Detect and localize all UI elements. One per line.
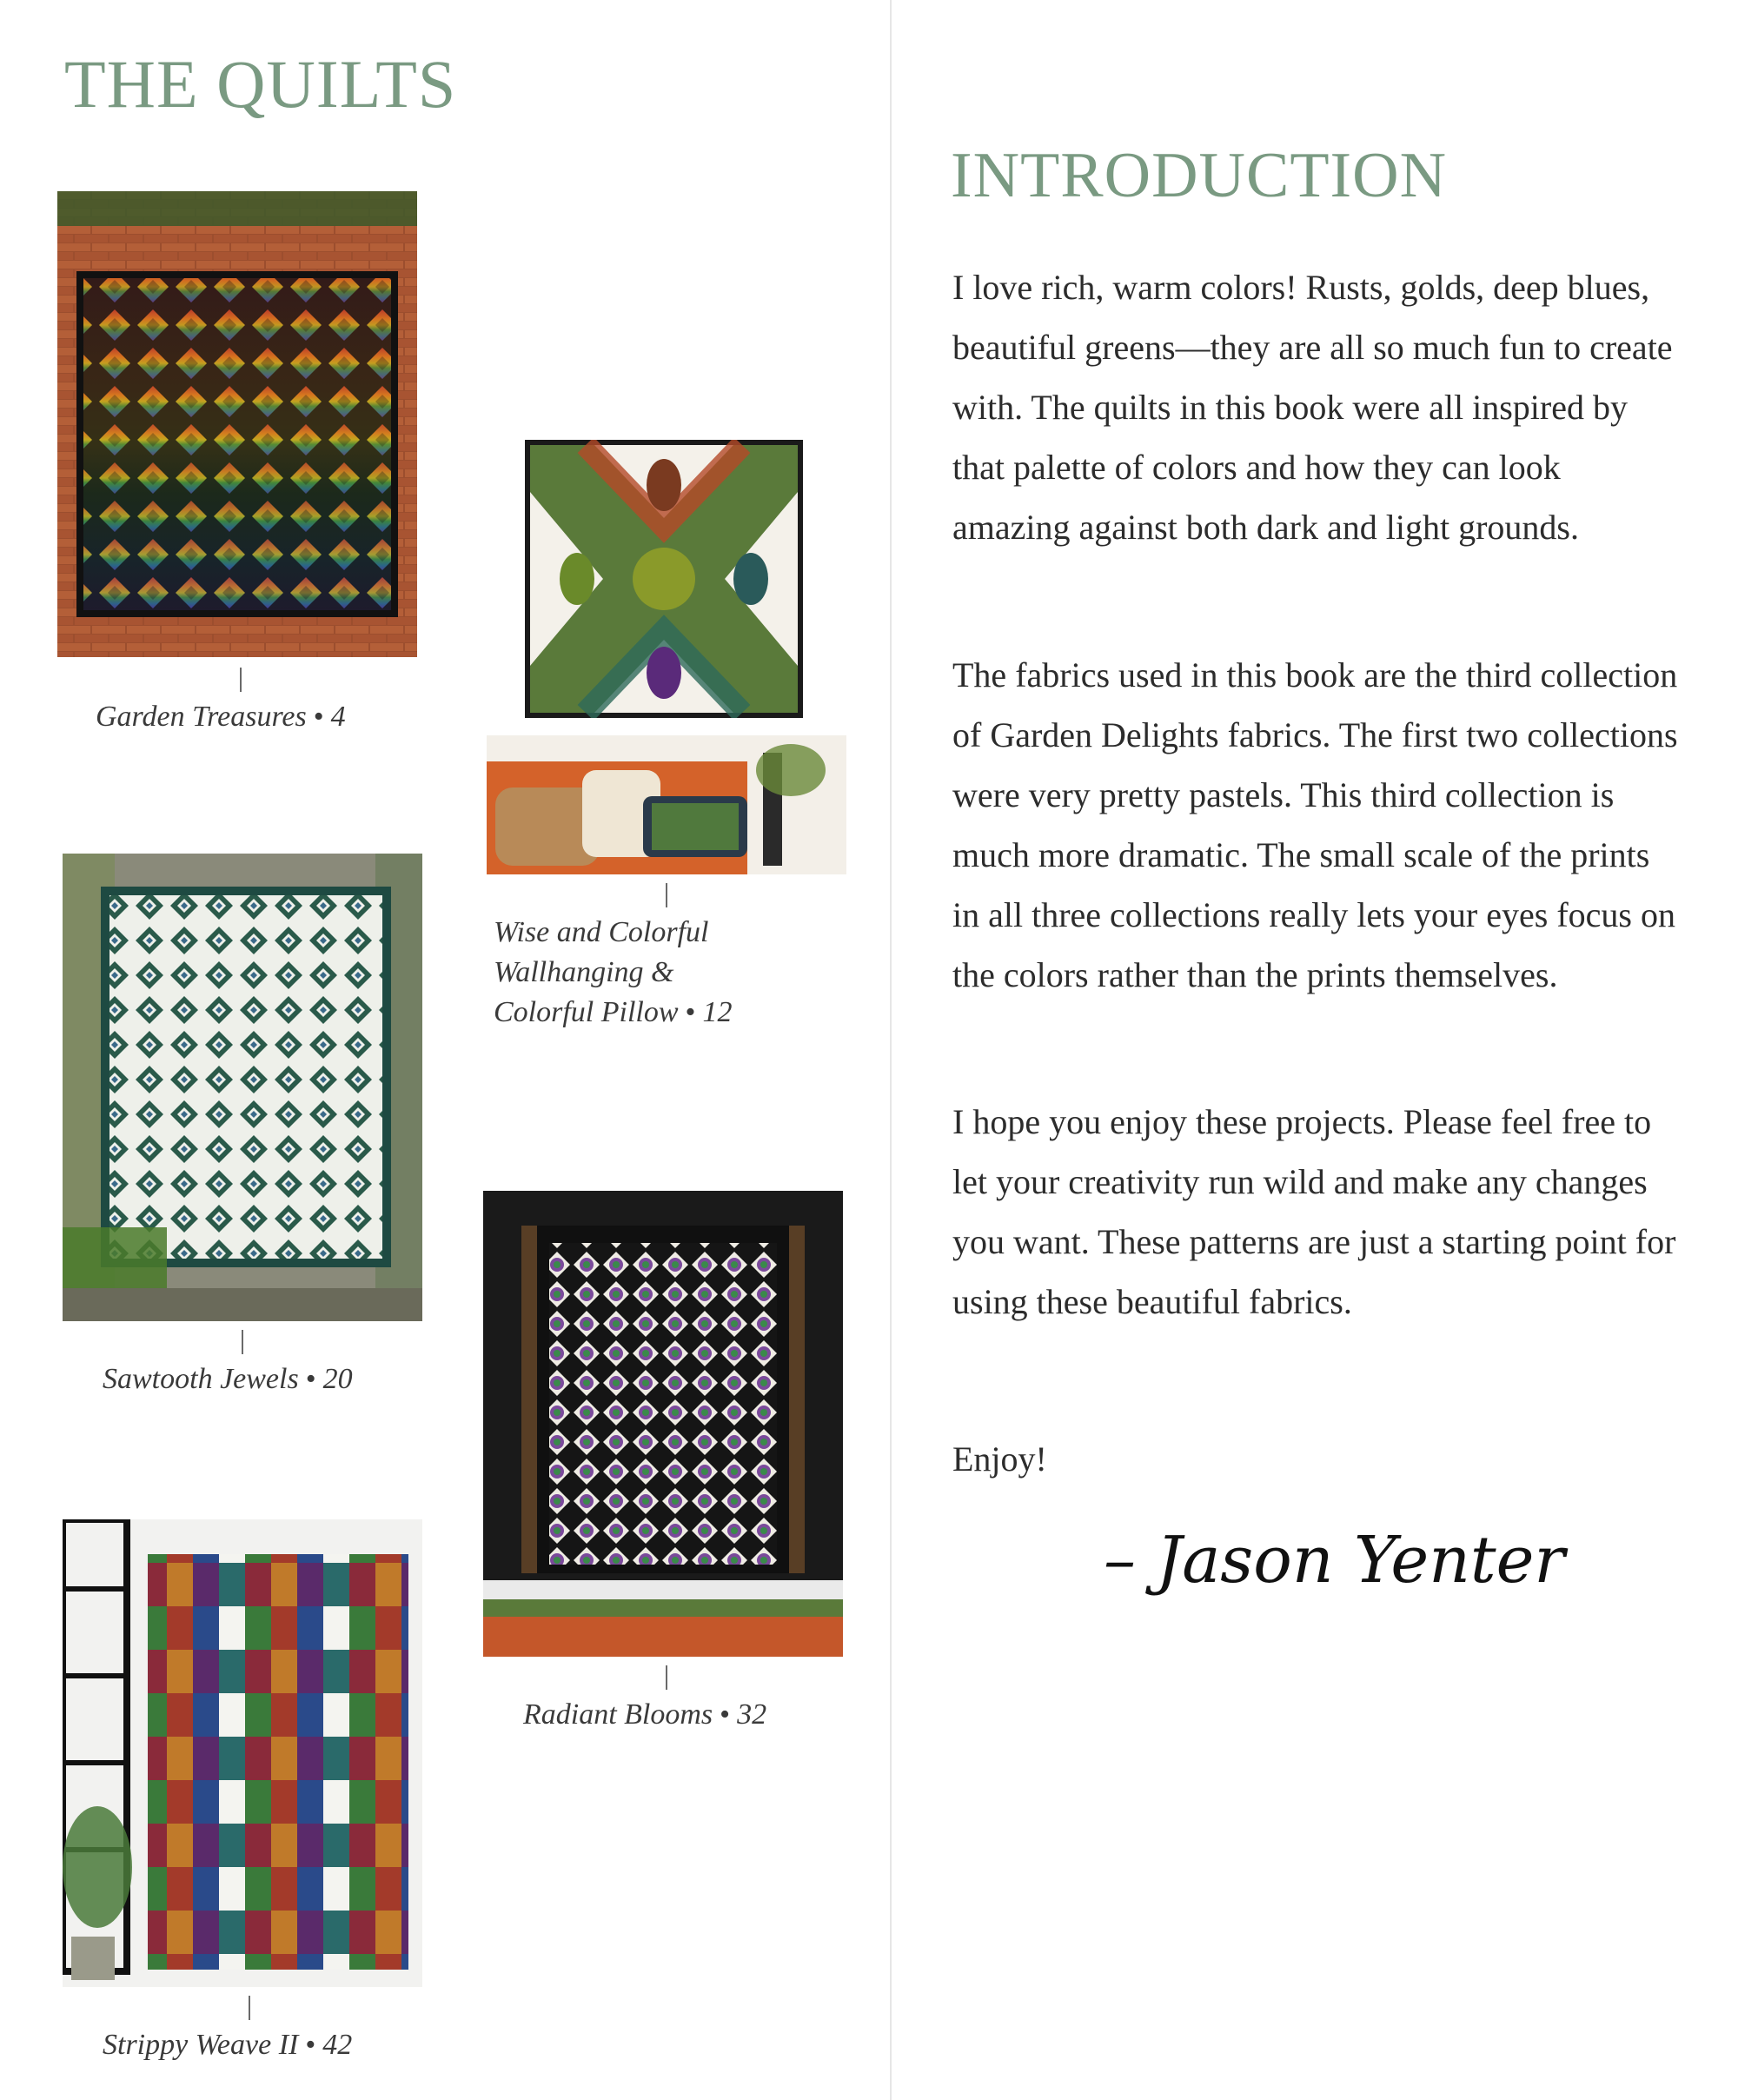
- wise-colorful-wallhanging-photo: [525, 440, 803, 718]
- caption-wise-colorful: Wise and Colorful Wallhanging & Colorful Pillow • 12: [494, 916, 733, 1028]
- page-divider: [890, 0, 892, 2100]
- caption-strippy-weave: Strippy Weave II • 42: [103, 2029, 353, 2061]
- intro-paragraph-2: The fabrics used in this book are the third collection of Garden Delights fabrics. The first two collections were very pretty pastels. This third collection is much more dramatic. The small scale of the prints in all three collections really lets your eyes focus on the colors rather than the prints themselves.: [952, 655, 1678, 994]
- caption-tick: [249, 1996, 250, 2020]
- radiant-blooms-photo: [483, 1191, 843, 1657]
- caption-tick: [666, 1665, 667, 1690]
- strippy-weave-image: [63, 1519, 422, 1987]
- sawtooth-jewels-image: [63, 854, 422, 1321]
- caption-garden-treasures: Garden Treasures • 4: [96, 701, 346, 733]
- caption-sawtooth-jewels: Sawtooth Jewels • 20: [103, 1363, 353, 1395]
- garden-treasures-image: [57, 191, 417, 657]
- author-signature: [1104, 1495, 1590, 1634]
- radiant-blooms-image: [483, 1191, 843, 1657]
- sawtooth-jewels-photo: [63, 854, 422, 1321]
- strippy-weave-photo: [63, 1519, 422, 1987]
- pillow-image: [487, 735, 846, 874]
- signature-text: – Jason Yenter: [1104, 1523, 1565, 1598]
- colorful-pillow-photo: [487, 735, 846, 874]
- owl-wallhanging-image: [525, 440, 803, 718]
- intro-paragraph-3: I hope you enjoy these projects. Please feel free to let your creativity run wild and make any changes you want. These patterns are just a starting point for using these beautiful fabrics.: [952, 1102, 1676, 1321]
- caption-tick: [666, 883, 667, 907]
- introduction-heading: INTRODUCTION: [951, 140, 1448, 211]
- caption-tick: [240, 668, 242, 692]
- intro-paragraph-1: I love rich, warm colors! Rusts, golds, deep blues, beautiful greens—they are all so much fun to create with. The quilts in this book were all inspired by that palette of colors and how they can look amazing against both dark and light grounds.: [952, 268, 1673, 547]
- garden-treasures-photo: [57, 191, 417, 657]
- caption-radiant-blooms: Radiant Blooms • 32: [523, 1698, 767, 1731]
- caption-tick: [242, 1330, 243, 1354]
- intro-paragraph-closing: Enjoy!: [952, 1439, 1047, 1479]
- quilts-heading: THE QUILTS: [64, 46, 457, 122]
